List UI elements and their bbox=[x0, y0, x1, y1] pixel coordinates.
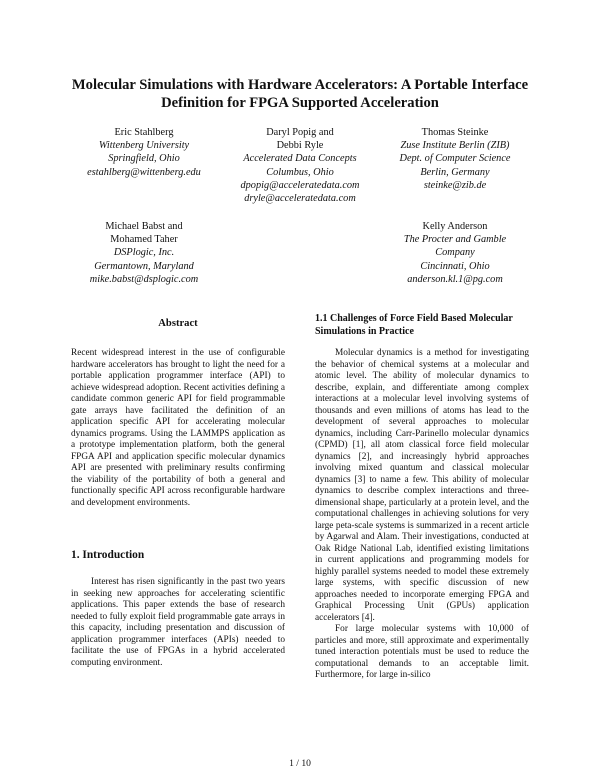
author-name: Daryl Popig and bbox=[266, 127, 334, 138]
paper-title: Molecular Simulations with Hardware Accelerators: A Portable Interface Definition for FPGA Supported Acceleration bbox=[71, 77, 529, 111]
author-name: Michael Babst and bbox=[105, 221, 183, 232]
author-block bbox=[380, 126, 530, 192]
abstract-text: Recent widespread interest in the use of configurable hardware accelerators has brought to light the need for a portable application programmer interface (API) to achieve widespread adoption. Recent activities defining a candidate common generic API for field programmable gate arrays have facilitated the definition of an application specific API for accelerating molecular dynamics programs. Using the LAMMPS application as a prototype implementation platform, both the general FPGA API and application specific molecular dynamics API are presented with preliminary results confirming the viability of the portability of both a general and functionally specific API across reconfigurable hardware and development environments. bbox=[71, 348, 286, 508]
subsection-body bbox=[315, 348, 529, 682]
author-name: Debbi Ryle bbox=[276, 140, 324, 152]
author-location: Cincinnati, Ohio bbox=[420, 260, 490, 272]
author-location: Springfield, Ohio bbox=[108, 153, 180, 165]
subsection-paragraph: For large molecular systems with 10,000 of particles and more, still approximate and experimentally tuned interaction potentials must be used to reduce the computational demands to an acceptable limit. Furthermore, for large in-silico bbox=[315, 624, 529, 680]
abstract-heading: Abstract bbox=[158, 318, 198, 329]
author-affiliation: Accelerated Data Concepts bbox=[243, 153, 357, 165]
author-name: Kelly Anderson bbox=[422, 221, 488, 232]
author-affiliation: DSPlogic, Inc. bbox=[113, 247, 175, 259]
author-affiliation: Company bbox=[435, 247, 475, 259]
author-email: steinke@zib.de bbox=[423, 179, 487, 191]
author-location: Germantown, Maryland bbox=[94, 260, 194, 272]
section-heading-introduction: 1. Introduction bbox=[71, 549, 145, 561]
author-affiliation: Wittenberg University bbox=[98, 140, 190, 152]
author-email: mike.babst@dsplogic.com bbox=[89, 273, 199, 285]
introduction-paragraph: Interest has risen significantly in the past two years in seeking new approaches for accelerating scientific applications. This paper extends the base of research needed to fully exploit field programmable gate arrays in this capacity, including presentation and discussion of application programmer interfaces (APIs) needed to facilitate the use of FPGAs in a hybrid accelerated computing environment. bbox=[71, 577, 285, 668]
introduction-body bbox=[71, 577, 285, 669]
author-block bbox=[380, 220, 530, 286]
author-name: Thomas Steinke bbox=[421, 127, 489, 138]
author-email: anderson.kl.1@pg.com bbox=[407, 273, 503, 285]
author-block bbox=[69, 220, 219, 286]
author-affiliation: Zuse Institute Berlin (ZIB) bbox=[400, 140, 510, 152]
author-location: Berlin, Germany bbox=[420, 166, 490, 178]
author-location: Columbus, Ohio bbox=[266, 166, 334, 178]
page-number: 1 / 10 bbox=[289, 758, 311, 769]
author-block bbox=[69, 126, 219, 179]
author-affiliation: The Procter and Gamble bbox=[403, 234, 507, 246]
subsection-heading: 1.1 Challenges of Force Field Based Molecular Simulations in Practice bbox=[315, 313, 513, 337]
author-email: estahlberg@wittenberg.edu bbox=[87, 166, 201, 178]
author-name: Mohamed Taher bbox=[110, 234, 178, 246]
author-email: dryle@acceleratedata.com bbox=[244, 193, 356, 205]
author-block bbox=[220, 126, 380, 205]
author-department: Dept. of Computer Science bbox=[399, 153, 511, 165]
abstract-body bbox=[71, 348, 285, 509]
author-email: dpopig@acceleratedata.com bbox=[240, 179, 360, 191]
subsection-paragraph: Molecular dynamics is a method for investigating the behavior of chemical systems at a molecular and atomic level. The ability of molecular dynamics to describe, explain, and differentiate among complex interactions at a molecular level involving systems of thousands and even millions of atoms has lead to the development of several approaches to molecular dynamics, including Carr-Parinello molecular dynamics (CPMD) [1], all atom classical force field molecular dynamics [2], and increasingly hybrid approaches involving mixed quantum and classical molecular dynamics [3] to name a few. This ability of molecular dynamics to describe complex interactions and three-dimensional shape, particularly at a protein level, and the computational challenges in achieving solutions for very large peta-scale systems is summarized in a recent article by Agarwal and Alam. Their investigations, conducted at Oak Ridge National Lab, identified existing limitations in current applications and programming models for highly parallel systems needed to model these extremely large systems, with specific discussion of new approaches needed to incorporate emerging FPGA and Graphical Processing Unit (GPUs) application accelerators [4]. bbox=[315, 348, 529, 623]
author-name: Eric Stahlberg bbox=[114, 127, 174, 138]
